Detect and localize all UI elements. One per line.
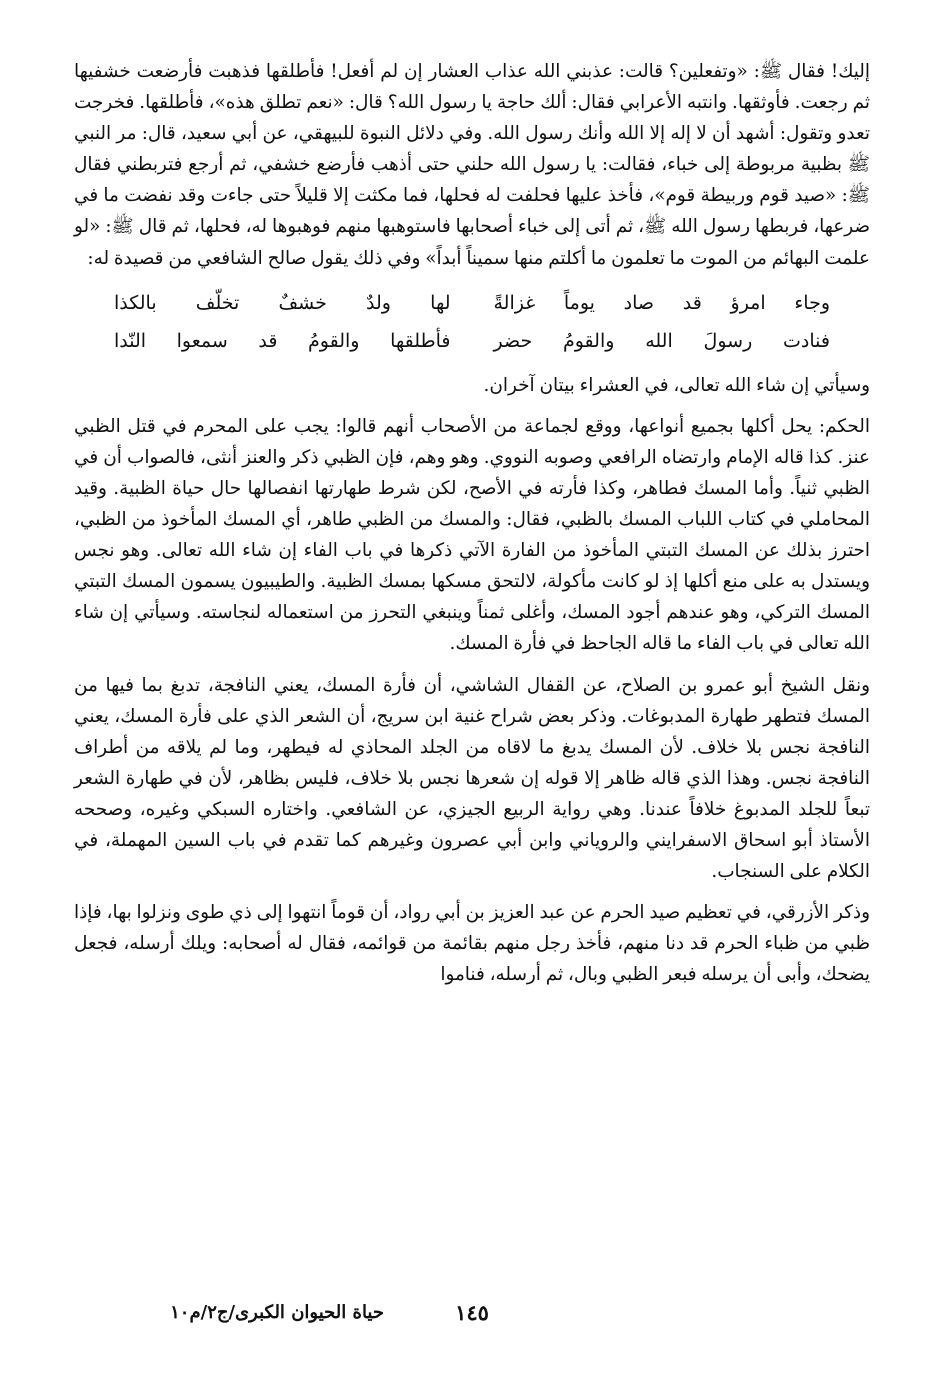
page-body <box>74 56 870 990</box>
poem-block <box>114 284 830 360</box>
paragraph-1: إليك! فقال ﷺ: «وتفعلين؟ قالت: عذبني الله عذاب العشار إن لم أفعل! فأطلقها فذهبت فأرضعت خشفيها ثم رجعت. فأوثقها. وانتبه الأعرابي فقال: ألك حاجة يا رسول الله؟ قال: «نعم تطلق هذه»، فأطلقها. فخرجت تعدو وتقول: أشهد أن لا إله إلا الله وأنك رسول الله. وفي دلائل النبوة للبيهقي، عن أبي سعيد، قال: مر النبي ﷺ بظبية مربوطة إلى خباء، فقالت: يا رسول الله حلني حتى أذهب فأرضع خشفي، ثم أرجع فتربطني فقال ﷺ: «صيد قوم وربيطة قوم»، فأخذ عليها فحلفت له فحلها، فما مكثت إلا قليلاً حتى جاءت وقد نفضت ما في ضرعها، فربطها رسول الله ﷺ، ثم أتى إلى خباء أصحابها فاستوهبها منهم فوهبوها له، فحلها، ثم قال ﷺ: «لو علمت البهائم من الموت ما تعلمون ما أكلتم منها سميناً أبداً» وفي ذلك يقول صالح الشافعي من قصيدة له: <box>74 61 870 269</box>
poem-verse-2-first-hemistich: فنادت رسولَ الله والقومُ حضر <box>493 329 830 352</box>
poem-verse-2 <box>114 322 830 360</box>
paragraph-3: الحكم: يحل أكلها بجميع أنواعها، ووقع لجماعة من الأصحاب أنهم قالوا: يجب على المحرم في قتل الظبي عنز. كذا قاله الإمام وارتضاه الرافعي وصوبه النووي. وهو وهم، فإن الظبي ذكر والعنز أنثى، فالصواب أن في الظبي ثنياً. وأما المسك فطاهر، وكذا فأرته في الأصح، لكن شرط طهارتها انفصالها حال حياة الظبية. وقيد المحاملي في كتاب اللباب المسك بالظبي، فقال: والمسك من الظبي طاهر، أي المسك المأخوذ من الظبي، احترز بذلك عن المسك التبتي المأخوذ من الفارة الآتي ذكرها في باب الفاء إن شاء الله تعالى. وهو نجس ويستدل به على منع أكلها إذ لو كانت مأكولة، لالتحق مسكها بمسك الظبية. والطيبيون يسمون المسك التبتي المسك التركي، وهو عندهم أجود المسك، وأغلى ثمناً وينبغي التحرز من استعماله لنجاسته. وسيأتي إن شاء الله تعالى في باب الفاء ما قاله الجاحظ في فأرة المسك. <box>74 415 870 655</box>
paragraph-5: وذكر الأزرقي، في تعظيم صيد الحرم عن عبد العزيز بن أبي رواد، أن قوماً انتهوا إلى ذي طوى ونزلوا بها، فإذا ظبي من ظباء الحرم قد دنا منهم، فأخذ رجل منهم بقائمة من قوائمه، فقال له أصحابه: ويلك أرسله، فجعل يضحك، وأبى أن يرسله فبعر الظبي وبال، ثم أرسله، فناموا <box>74 902 870 986</box>
poem-verse-1-first-hemistich: وجاء امرؤ قد صاد يوماً غزالةً <box>493 291 830 314</box>
page-footer <box>74 1296 870 1336</box>
book-page <box>74 56 870 1346</box>
paragraph-4: ونقل الشيخ أبو عمرو بن الصلاح، عن القفال الشاشي، أن فأرة المسك، يعني النافجة، تدبغ بما فيها من المسك فتطهر طهارة المدبوغات. وذكر بعض شراح غنية ابن سريج، أن الشعر الذي على فأرة المسك، يعني النافجة نجس بلا خلاف. لأن المسك يدبغ ما لاقاه من الجلد المحاذي له فيطهر، وما لم يلاقه من أطراف النافجة نجس. وهذا الذي قاله ظاهر إلا قوله إن شعرها نجس بلا خلاف، فليس بظاهر، لأن في طهارة الشعر تبعاً للجلد المدبوغ خلافاً عندنا. وهي رواية الربيع الجيزي، عن الشافعي. واختاره السبكي وغيره، وصححه الأستاذ أبو اسحاق الاسفرايني والروياني وابن أبي عصرون وغيرهم كما تقدم في باب السين المهملة، في الكلام على السنجاب. <box>74 674 870 883</box>
paragraph-2: وسيأتي إن شاء الله تعالى، في العشراء بيتان آخران. <box>483 374 870 396</box>
page-number: ١٤٥ <box>455 1300 489 1325</box>
poem-verse-1 <box>114 284 830 322</box>
poem-verse-1-second-hemistich: لها ولدٌ خشفٌ تخلّف بالكذا <box>114 291 451 314</box>
running-head: حياة الحيوان الكبرى/ج٢/م١٠ <box>170 1302 384 1323</box>
poem-verse-2-second-hemistich: فأطلقها والقومُ قد سمعوا النّدا <box>114 329 451 352</box>
